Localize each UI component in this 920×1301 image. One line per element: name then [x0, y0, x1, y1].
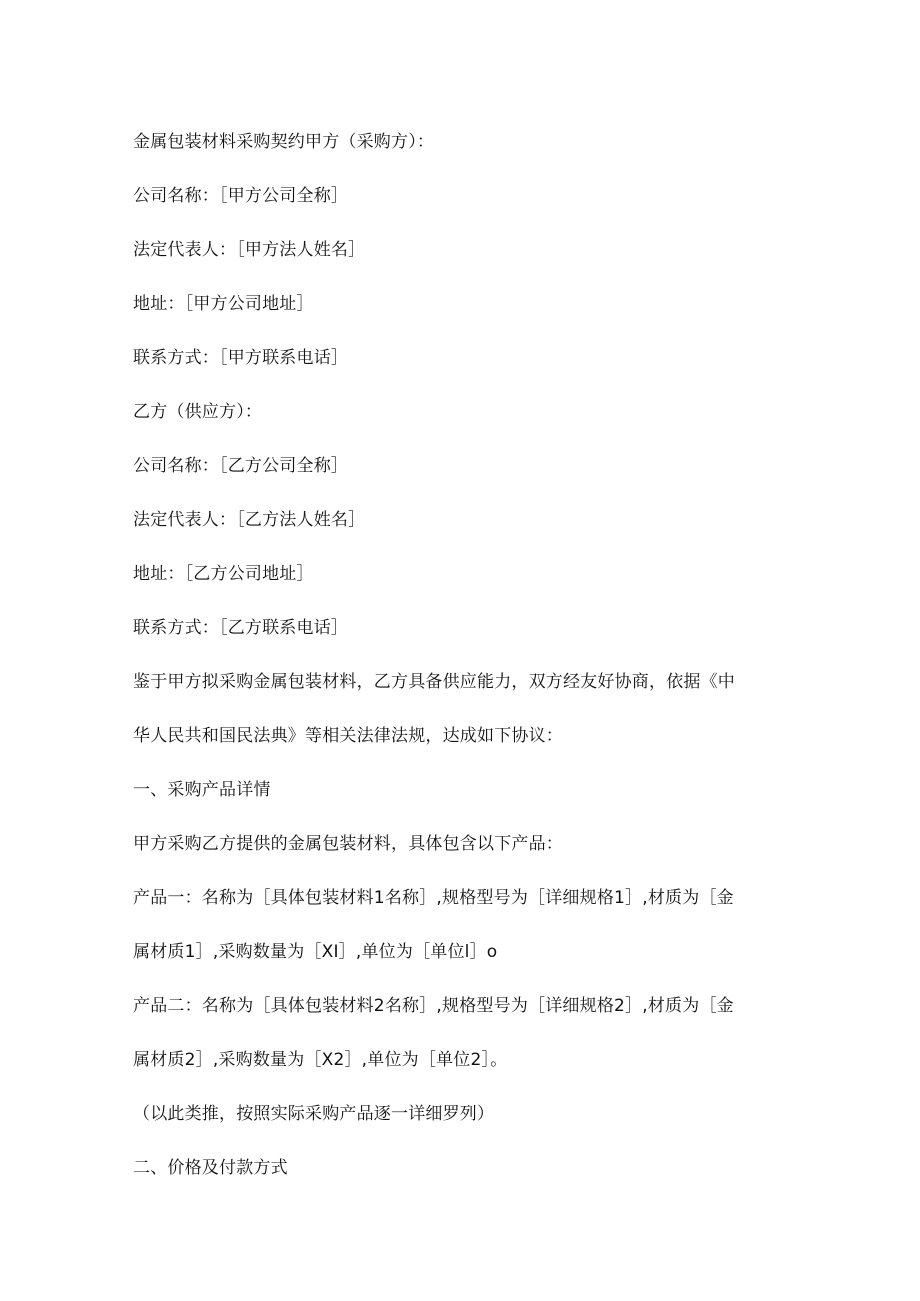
preamble-line-1: 鉴于甲方拟采购金属包装材料，乙方具备供应能力，双方经友好协商，依据《中 [133, 672, 735, 692]
party-b-address: 地址：［乙方公司地址］ [133, 564, 314, 584]
party-a-contact: 联系方式：［甲方联系电话］ [133, 348, 349, 368]
party-b-heading: 乙方（供应方）： [133, 402, 263, 422]
product-1-line-1: 产品一：名称为［具体包装材料1名称］,规格型号为［详细规格1］,材质为［金 [133, 888, 734, 908]
party-b-company-name: 公司名称：［乙方公司全称］ [133, 456, 349, 476]
preamble-line-2: 华人民共和国民法典》等相关法律法规，达成如下协议： [133, 726, 563, 746]
product-2-line-1: 产品二：名称为［具体包装材料2名称］,规格型号为［详细规格2］,材质为［金 [133, 996, 734, 1016]
product-list-note: （以此类推，按照实际采购产品逐一详细罗列） [133, 1104, 495, 1124]
party-b-contact: 联系方式：［乙方联系电话］ [133, 618, 349, 638]
product-1-line-2: 属材质1］,采购数量为［XI］,单位为［单位l］o [133, 942, 498, 962]
contract-title: 金属包装材料采购契约甲方（采购方）： [133, 132, 435, 152]
party-b-legal-representative: 法定代表人：［乙方法人姓名］ [133, 510, 366, 530]
party-a-legal-representative: 法定代表人：［甲方法人姓名］ [133, 240, 366, 260]
section-1-intro: 甲方采购乙方提供的金属包装材料，具体包含以下产品： [133, 834, 563, 854]
product-2-line-2: 属材质2］,采购数量为［X2］,单位为［单位2］。 [133, 1050, 508, 1070]
section-1-heading: 一、采购产品详情 [133, 780, 271, 800]
party-a-company-name: 公司名称：［甲方公司全称］ [133, 186, 349, 206]
party-a-address: 地址：［甲方公司地址］ [133, 294, 314, 314]
section-2-heading: 二、价格及付款方式 [133, 1158, 288, 1178]
